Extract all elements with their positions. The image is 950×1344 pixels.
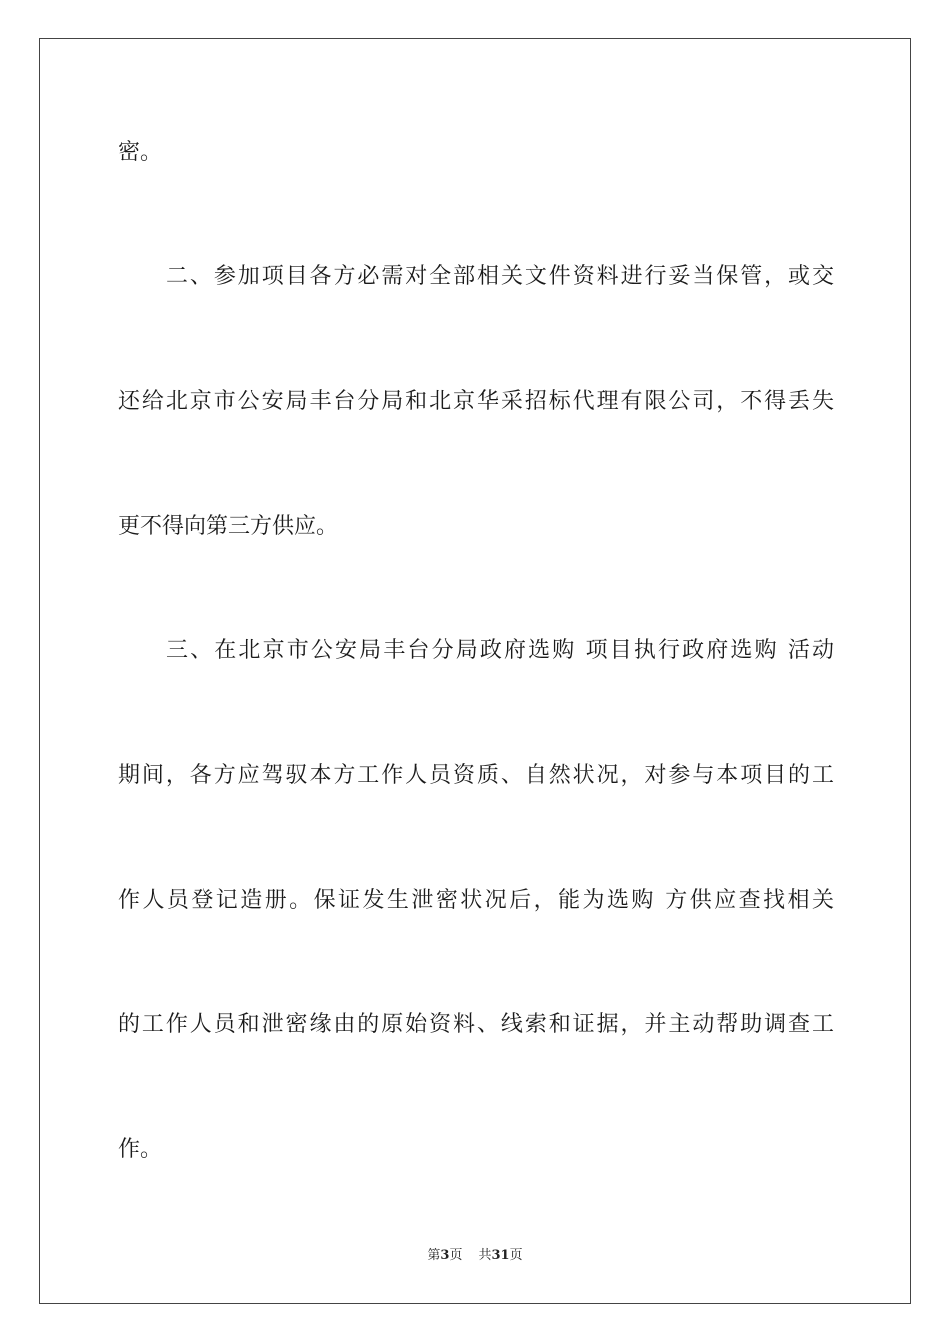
paragraph-2-line-2: 还给北京市公安局丰台分局和北京华采招标代理有限公司，不得丢失	[118, 389, 834, 414]
page-frame	[39, 38, 911, 1304]
page-number: 3	[440, 1248, 450, 1263]
page-footer	[40, 1244, 910, 1263]
total-pages: 31	[491, 1248, 510, 1263]
total-prefix: 共	[478, 1248, 492, 1263]
page-suffix: 页	[449, 1248, 463, 1263]
paragraph-3-line-4: 的工作人员和泄密缘由的原始资料、线索和证据，并主动帮助调查工	[118, 1012, 834, 1037]
paragraph-3-line-2: 期间，各方应驾驭本方工作人员资质、自然状况，对参与本项目的工	[118, 763, 834, 788]
paragraph-3-line-5: 作。	[118, 1137, 163, 1162]
paragraph-3-line-3: 作人员登记造册。保证发生泄密状况后，能为选购 方供应查找相关	[118, 888, 834, 913]
text-line-1: 密。	[118, 140, 163, 165]
page-prefix: 第	[427, 1248, 441, 1263]
paragraph-3-line-1: 三、在北京市公安局丰台分局政府选购 项目执行政府选购 活动	[166, 638, 834, 663]
paragraph-2-line-3: 更不得向第三方供应。	[118, 514, 339, 539]
paragraph-2-line-1: 二、参加项目各方必需对全部相关文件资料进行妥当保管，或交	[166, 264, 834, 289]
total-suffix: 页	[509, 1248, 523, 1263]
